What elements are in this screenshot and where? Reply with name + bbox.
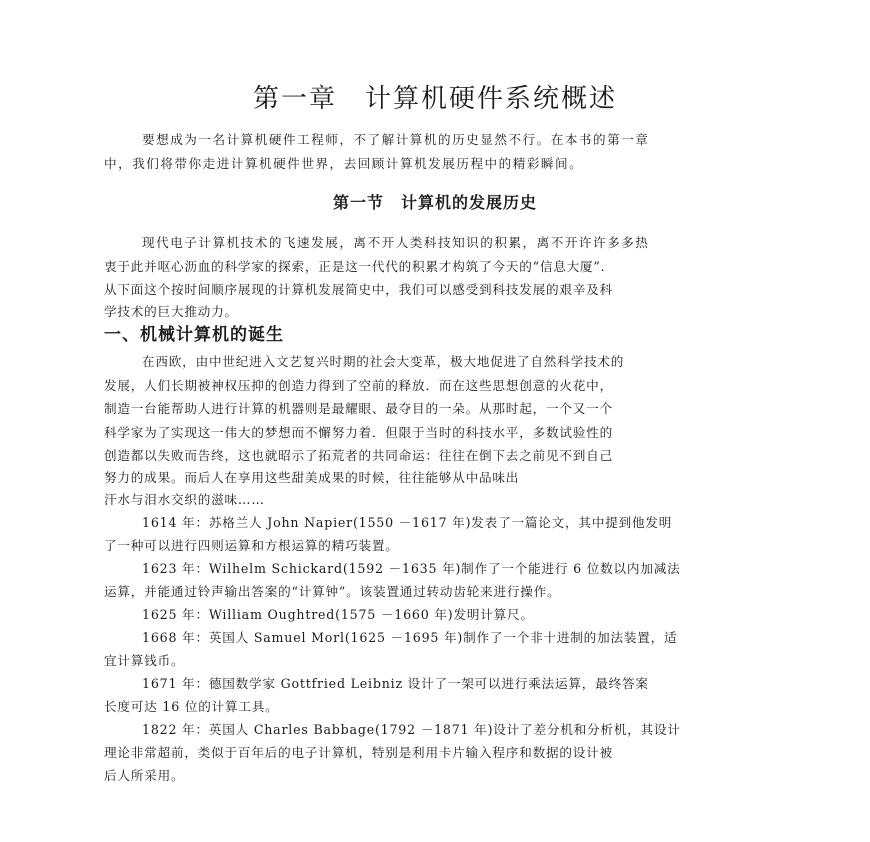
body-line: 在西欧，由中世纪进入文艺复兴时期的社会大变革，极大地促进了自然科学技术的 — [142, 354, 625, 369]
timeline-line: 1671 年：德国数学家 Gottfried Leibniz 设计了一架可以进行乘法运算，最终答案 — [142, 676, 649, 691]
section-title: 第一节 计算机的发展历史 — [332, 193, 537, 212]
body-line: 科学家为了实现这一伟大的梦想而不懈努力着．但限于当时的科技水平，多数试验性的 — [104, 425, 613, 440]
section-line: 衷于此并呕心沥血的科学家的探索，正是这一代代的积累才构筑了今天的“信息大厦”. — [104, 259, 606, 274]
body-line: 制造一台能帮助人进行计算的机器则是最耀眼、最夺目的一朵。从那时起，一个又一个 — [104, 401, 613, 416]
section-line: 学技术的巨大推动力。 — [104, 304, 238, 319]
timeline-line: 1668 年：英国人 Samuel Morl(1625 －1695 年)制作了一个非十进制的加法装置，适 — [142, 630, 678, 645]
section-line: 从下面这个按时间顺序展现的计算机发展简史中，我们可以感受到科技发展的艰辛及科 — [104, 282, 613, 297]
timeline-line: 长度可达 16 位的计算工具。 — [104, 699, 279, 714]
body-line: 汗水与泪水交织的滋味…… — [104, 492, 265, 507]
body-line: 努力的成果。而后人在享用这些甜美成果的时候，往往能够从中品味出 — [104, 470, 520, 485]
timeline-line: 1614 年：苏格兰人 John Napier(1550 －1617 年)发表了一篇论文，其中提到他发明 — [142, 515, 673, 530]
timeline-line: 1625 年：William Oughtred(1575 －1660 年)发明计算尺。 — [142, 607, 534, 622]
timeline-line: 运算，并能通过铃声输出答案的“计算钟”。该装置通过转动齿轮来进行操作。 — [104, 584, 561, 599]
timeline-line: 了一种可以进行四则运算和方根运算的精巧装置。 — [104, 538, 399, 553]
body-line: 发展，人们长期被神权压抑的创造力得到了空前的释放．而在这些思想创意的火花中， — [104, 378, 613, 393]
timeline-line: 1623 年：Wilhelm Schickard(1592 －1635 年)制作了一个能进行 6 位数以内加减法 — [142, 561, 681, 576]
timeline-line: 理论非常超前，类似于百年后的电子计算机，特别是利用卡片输入程序和数据的设计被 — [104, 745, 613, 760]
timeline-line: 1822 年：英国人 Charles Babbage(1792 －1871 年)设计了差分机和分析机，其设计 — [142, 722, 681, 737]
timeline-line: 后人所采用。 — [104, 768, 185, 783]
intro-line: 中，我们将带你走进计算机硬件世界，去回顾计算机发展历程中的精彩瞬间。 — [104, 156, 584, 171]
chapter-title: 第一章 计算机硬件系统概述 — [252, 84, 617, 114]
section-line: 现代电子计算机技术的飞速发展，离不开人类科技知识的积累，离不开许许多多热 — [142, 235, 650, 250]
subsection-title: 一、机械计算机的诞生 — [104, 325, 284, 345]
timeline-line: 宜计算钱币。 — [104, 653, 185, 668]
body-line: 创造都以失败而告终，这也就昭示了拓荒者的共同命运：往往在倒下去之前见不到自己 — [104, 448, 613, 463]
intro-line: 要想成为一名计算机硬件工程师，不了解计算机的历史显然不行。在本书的第一章 — [142, 132, 650, 147]
